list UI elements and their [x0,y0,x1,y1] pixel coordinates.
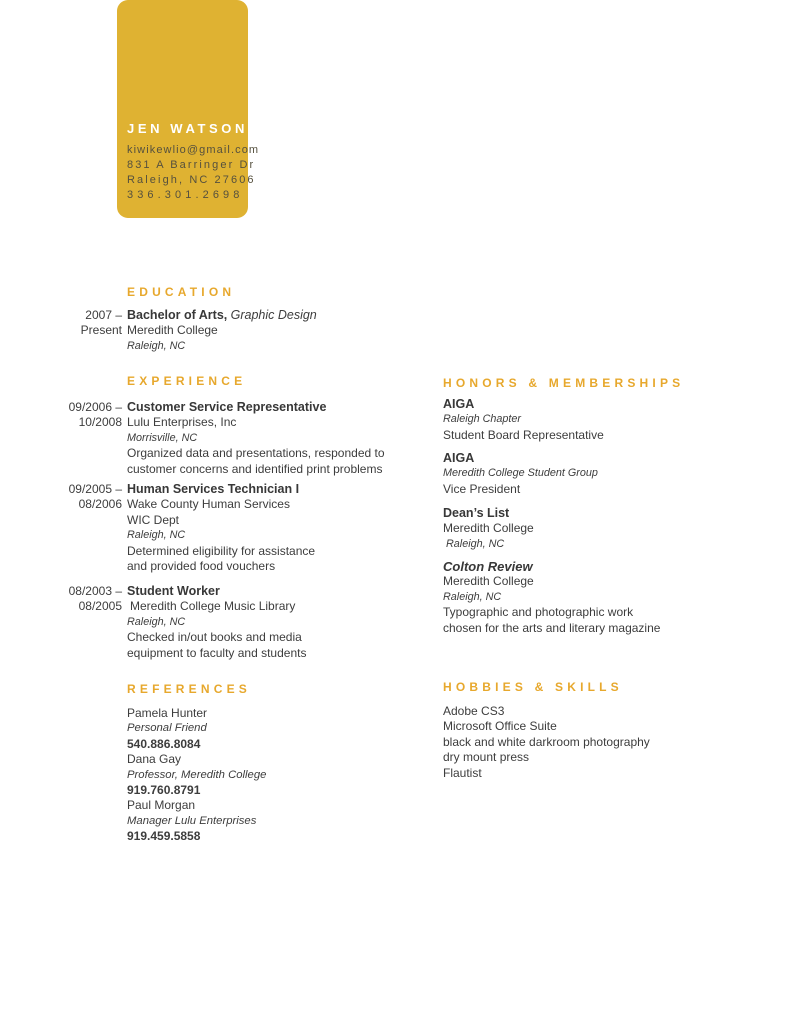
section-education-heading [45,285,235,299]
honor1-sub: Raleigh Chapter [443,413,522,426]
ref1-name: Pamela Hunter [127,706,208,720]
references-list [127,706,266,845]
honor4-title: Colton Review [443,559,533,574]
email-text: kiwikewlio@gmail.com [127,144,260,156]
education-dates [45,308,122,354]
section-references-heading [45,682,251,696]
ref1-phone: 540.886.8084 [127,736,201,751]
ref3-role: Manager Lulu Enterprises [127,814,257,827]
hobbies-heading: HOBBIES & SKILLS [443,680,623,694]
job3-date-end: 08/2005 [78,599,122,614]
job-entry-3 [45,584,415,661]
honors-entry-4 [443,559,660,636]
job3-desc-line1: Checked in/out books and media [127,630,302,645]
education-heading: EDUCATION [127,285,236,299]
address-line-1: 831 A Barringer Dr [127,159,256,171]
honor1-role: Student Board Representative [443,427,604,442]
job1-date-start: 09/2006 – [68,400,122,414]
job2-date-start: 09/2005 – [68,482,122,496]
job3-desc-line2: equipment to faculty and students [127,645,307,660]
job1-dates [45,400,122,477]
education-date-end: Present [80,323,122,338]
hobby-item-3: black and white darkroom photography [443,734,650,749]
address-line-2: Raleigh, NC 27606 [127,174,256,186]
honor4-location: Raleigh, NC [443,590,502,603]
job2-desc-line2: and provided food vouchers [127,559,276,574]
section-hobbies-heading [443,680,623,694]
job1-location: Morrisville, NC [127,431,198,444]
references-heading: REFERENCES [127,682,252,696]
job2-desc-line1: Determined eligibility for assistance [127,543,316,558]
honor3-location: Raleigh, NC [446,537,505,550]
education-location: Raleigh, NC [127,339,186,352]
hobby-item-5: Flautist [443,765,482,780]
job2-title: Human Services Technician I [127,482,300,496]
job-entry-1 [45,400,415,477]
honor2-role: Vice President [443,481,521,496]
job1-title: Customer Service Representative [127,400,327,414]
job1-org: Lulu Enterprises, Inc [127,415,237,430]
job1-content [127,400,415,477]
contact-card [117,0,260,218]
education-degree-line [127,308,405,323]
reference-entry [127,706,266,845]
honor4-desc-line1: Typographic and photographic work [443,605,634,620]
job-entry-2 [45,482,415,574]
job1-date-end: 10/2008 [78,415,122,430]
job2-org: Wake County Human Services [127,497,290,512]
ref2-phone: 919.760.8791 [127,783,201,798]
contact-card-content [127,121,260,203]
job3-dates [45,584,122,661]
phone-number: 336.301.2698 [127,189,244,201]
honor2-title: AIGA [443,451,475,465]
honors-entry-3 [443,506,534,552]
job3-org: Meredith College Music Library [130,599,296,614]
hobby-item-2: Microsoft Office Suite [443,719,557,734]
ref2-role: Professor, Meredith College [127,768,267,781]
honor3-org: Meredith College [443,521,534,536]
ref3-name: Paul Morgan [127,798,196,813]
job2-date-end: 08/2006 [78,497,122,512]
person-name: JEN WATSON [127,121,248,136]
job1-desc-line1: Organized data and presentations, responded to [127,446,385,461]
hobbies-list [443,704,650,781]
job1-desc-line2: customer concerns and identified print problems [127,461,383,476]
hobby-item-4: dry mount press [443,750,530,765]
ref2-name: Dana Gay [127,752,182,767]
job3-content [127,584,415,661]
job2-content [127,482,415,574]
job2-dept: WIC Dept [127,512,180,527]
ref1-role: Personal Friend [127,722,207,735]
honors-entry-2 [443,451,598,497]
job3-date-start: 08/2003 – [68,584,122,598]
job2-location: Raleigh, NC [127,529,186,542]
job3-title: Student Worker [127,584,220,598]
hobby-item-1: Adobe CS3 [443,704,505,718]
section-experience-heading [45,374,246,388]
ref3-phone: 919.459.5858 [127,829,201,844]
honors-heading: HONORS & MEMBERSHIPS [443,376,685,390]
honor1-title: AIGA [443,397,475,411]
job2-dates [45,482,122,574]
honor2-sub: Meredith College Student Group [443,467,598,480]
honor3-title: Dean’s List [443,506,510,520]
education-content [127,308,405,354]
major-text: Graphic Design [230,308,317,322]
education-entry [45,308,405,354]
education-date-start: 2007 – [85,308,122,322]
section-honors-heading [443,376,684,390]
honors-entry-1 [443,397,604,443]
honor4-org: Meredith College [443,574,534,589]
honor4-desc-line2: chosen for the arts and literary magazine [443,620,661,635]
education-school: Meredith College [127,323,218,338]
job3-location: Raleigh, NC [127,615,186,628]
degree-text: Bachelor of Arts, [127,308,228,322]
experience-heading: EXPERIENCE [127,374,247,388]
